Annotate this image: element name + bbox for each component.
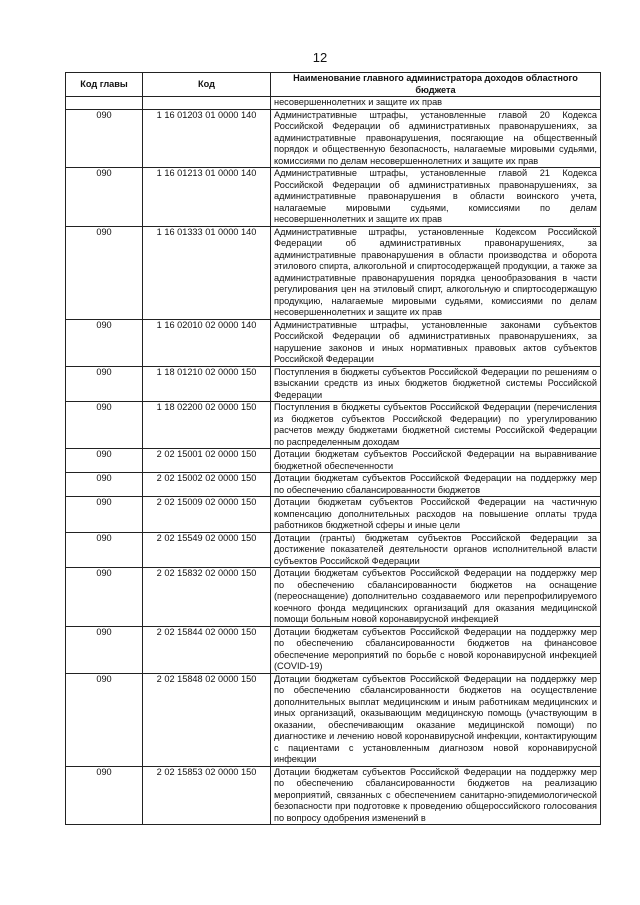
table-row [66, 673, 601, 766]
table-row [66, 532, 601, 568]
table-row [66, 497, 601, 533]
chief-code-cell [66, 97, 143, 110]
table-row [66, 168, 601, 227]
code-cell: 1 16 02010 02 0000 140 [143, 319, 271, 366]
name-cell: Дотации (гранты) бюджетам субъектов Российской Федерации за достижение показателей деятельности органов исполнительной власти субъектов Российской Федерации [271, 532, 601, 568]
table-row [66, 402, 601, 449]
table-row [66, 366, 601, 402]
name-cell: Дотации бюджетам субъектов Российской Федерации на поддержку мер по обеспечению сбалансированности бюджетов на финансовое обеспечение мероприятий по борьбе с новой коронавирусной инфекцией (COVID-19) [271, 626, 601, 673]
header-code: Код [143, 73, 271, 97]
name-cell: Дотации бюджетам субъектов Российской Федерации на поддержку мер по обеспечению сбалансированности бюджетов на оснащение (переоснащение) дополнительно создаваемого или перепрофилируемого коечного фонда медицинских организаций для оказания медицинской помощи больным новой коронавирусной инфекцией [271, 568, 601, 627]
table-header-row [66, 73, 601, 97]
code-cell: 1 16 01333 01 0000 140 [143, 226, 271, 319]
code-cell: 2 02 15844 02 0000 150 [143, 626, 271, 673]
name-cell: Дотации бюджетам субъектов Российской Федерации на поддержку мер по обеспечению сбалансированности бюджетов на осуществление дополнительных выплат медицинским и иным работникам медицинских и иных организаций, оказывающим медицинскую помощь (участвующим в оказании, обеспечивающим оказание медицинской помощи) по диагностике и лечению новой коронавирусной инфекции, контактирующим с пациентами с установленным диагнозом новой коронавирусной инфекции [271, 673, 601, 766]
code-cell: 1 18 01210 02 0000 150 [143, 366, 271, 402]
chief-code-cell: 090 [66, 449, 143, 473]
name-cell: Административные штрафы, установленные главой 20 Кодекса Российской Федерации об административных правонарушениях, за административные правонарушения, посягающие на общественный порядок и общественную безопасность, налагаемые мировыми судьями, комиссиями по делам несовершеннолетних и защите их прав [271, 109, 601, 168]
chief-code-cell: 090 [66, 473, 143, 497]
code-cell: 1 18 02200 02 0000 150 [143, 402, 271, 449]
table-row [66, 626, 601, 673]
code-cell [143, 97, 271, 110]
table-row [66, 766, 601, 825]
name-cell: Дотации бюджетам субъектов Российской Федерации на выравнивание бюджетной обеспеченности [271, 449, 601, 473]
chief-code-cell: 090 [66, 568, 143, 627]
chief-code-cell: 090 [66, 319, 143, 366]
name-cell: Дотации бюджетам субъектов Российской Федерации на поддержку мер по обеспечению сбалансированности бюджетов на реализацию мероприятий, связанных с обеспечением санитарно-эпидемиологической безопасности при подготовке к проведению общероссийского голосования по вопросу одобрения изменений в [271, 766, 601, 825]
code-cell: 2 02 15009 02 0000 150 [143, 497, 271, 533]
table-row [66, 97, 601, 110]
table-row [66, 568, 601, 627]
header-chief-code: Код главы [66, 73, 143, 97]
chief-code-cell: 090 [66, 366, 143, 402]
name-cell: Поступления в бюджеты субъектов Российской Федерации (перечисления из бюджетов субъектов Российской Федерации) по урегулированию расчетов между бюджетами бюджетной системы Российской Федерации по распределенным доходам [271, 402, 601, 449]
name-cell: Административные штрафы, установленные законами субъектов Российской Федерации об административных правонарушениях, за нарушение законов и иных нормативных правовых актов субъектов Российской Федерации [271, 319, 601, 366]
name-cell: Дотации бюджетам субъектов Российской Федерации на поддержку мер по обеспечению сбалансированности бюджетов [271, 473, 601, 497]
chief-code-cell: 090 [66, 626, 143, 673]
chief-code-cell: 090 [66, 402, 143, 449]
chief-code-cell: 090 [66, 532, 143, 568]
chief-code-cell: 090 [66, 497, 143, 533]
name-cell: Административные штрафы, установленные Кодексом Российской Федерации об административных правонарушениях, за административные правонарушения в области производства и оборота этилового спирта, алкогольной и спиртосодержащей продукции, а также за административные правонарушения порядка ценообразования в части регулирования цен на этиловый спирт, алкогольную и спиртосодержащую продукцию, налагаемые мировыми судьями, комиссиями по делам несовершеннолетних и защите их прав [271, 226, 601, 319]
code-cell: 2 02 15549 02 0000 150 [143, 532, 271, 568]
code-cell: 1 16 01213 01 0000 140 [143, 168, 271, 227]
chief-code-cell: 090 [66, 766, 143, 825]
code-cell: 2 02 15853 02 0000 150 [143, 766, 271, 825]
code-cell: 1 16 01203 01 0000 140 [143, 109, 271, 168]
revenue-admin-table [65, 72, 601, 825]
chief-code-cell: 090 [66, 168, 143, 227]
table-row [66, 473, 601, 497]
table-row [66, 319, 601, 366]
name-cell: Административные штрафы, установленные главой 21 Кодекса Российской Федерации об административных правонарушениях, за административные правонарушения в области воинского учета, налагаемые мировыми судьями, комиссиями по делам несовершеннолетних и защите их прав [271, 168, 601, 227]
code-cell: 2 02 15832 02 0000 150 [143, 568, 271, 627]
header-name: Наименование главного администратора доходов областного бюджета [271, 73, 601, 97]
chief-code-cell: 090 [66, 673, 143, 766]
chief-code-cell: 090 [66, 226, 143, 319]
table-row [66, 226, 601, 319]
name-cell: несовершеннолетних и защите их прав [271, 97, 601, 110]
name-cell: Дотации бюджетам субъектов Российской Федерации на частичную компенсацию дополнительных расходов на повышение оплаты труда работников бюджетной сферы и иные цели [271, 497, 601, 533]
code-cell: 2 02 15002 02 0000 150 [143, 473, 271, 497]
table-row [66, 109, 601, 168]
table-row [66, 449, 601, 473]
code-cell: 2 02 15001 02 0000 150 [143, 449, 271, 473]
page-number: 12 [312, 50, 328, 65]
name-cell: Поступления в бюджеты субъектов Российской Федерации по решениям о взыскании средств из иных бюджетов бюджетной системы Российской Федерации [271, 366, 601, 402]
chief-code-cell: 090 [66, 109, 143, 168]
code-cell: 2 02 15848 02 0000 150 [143, 673, 271, 766]
